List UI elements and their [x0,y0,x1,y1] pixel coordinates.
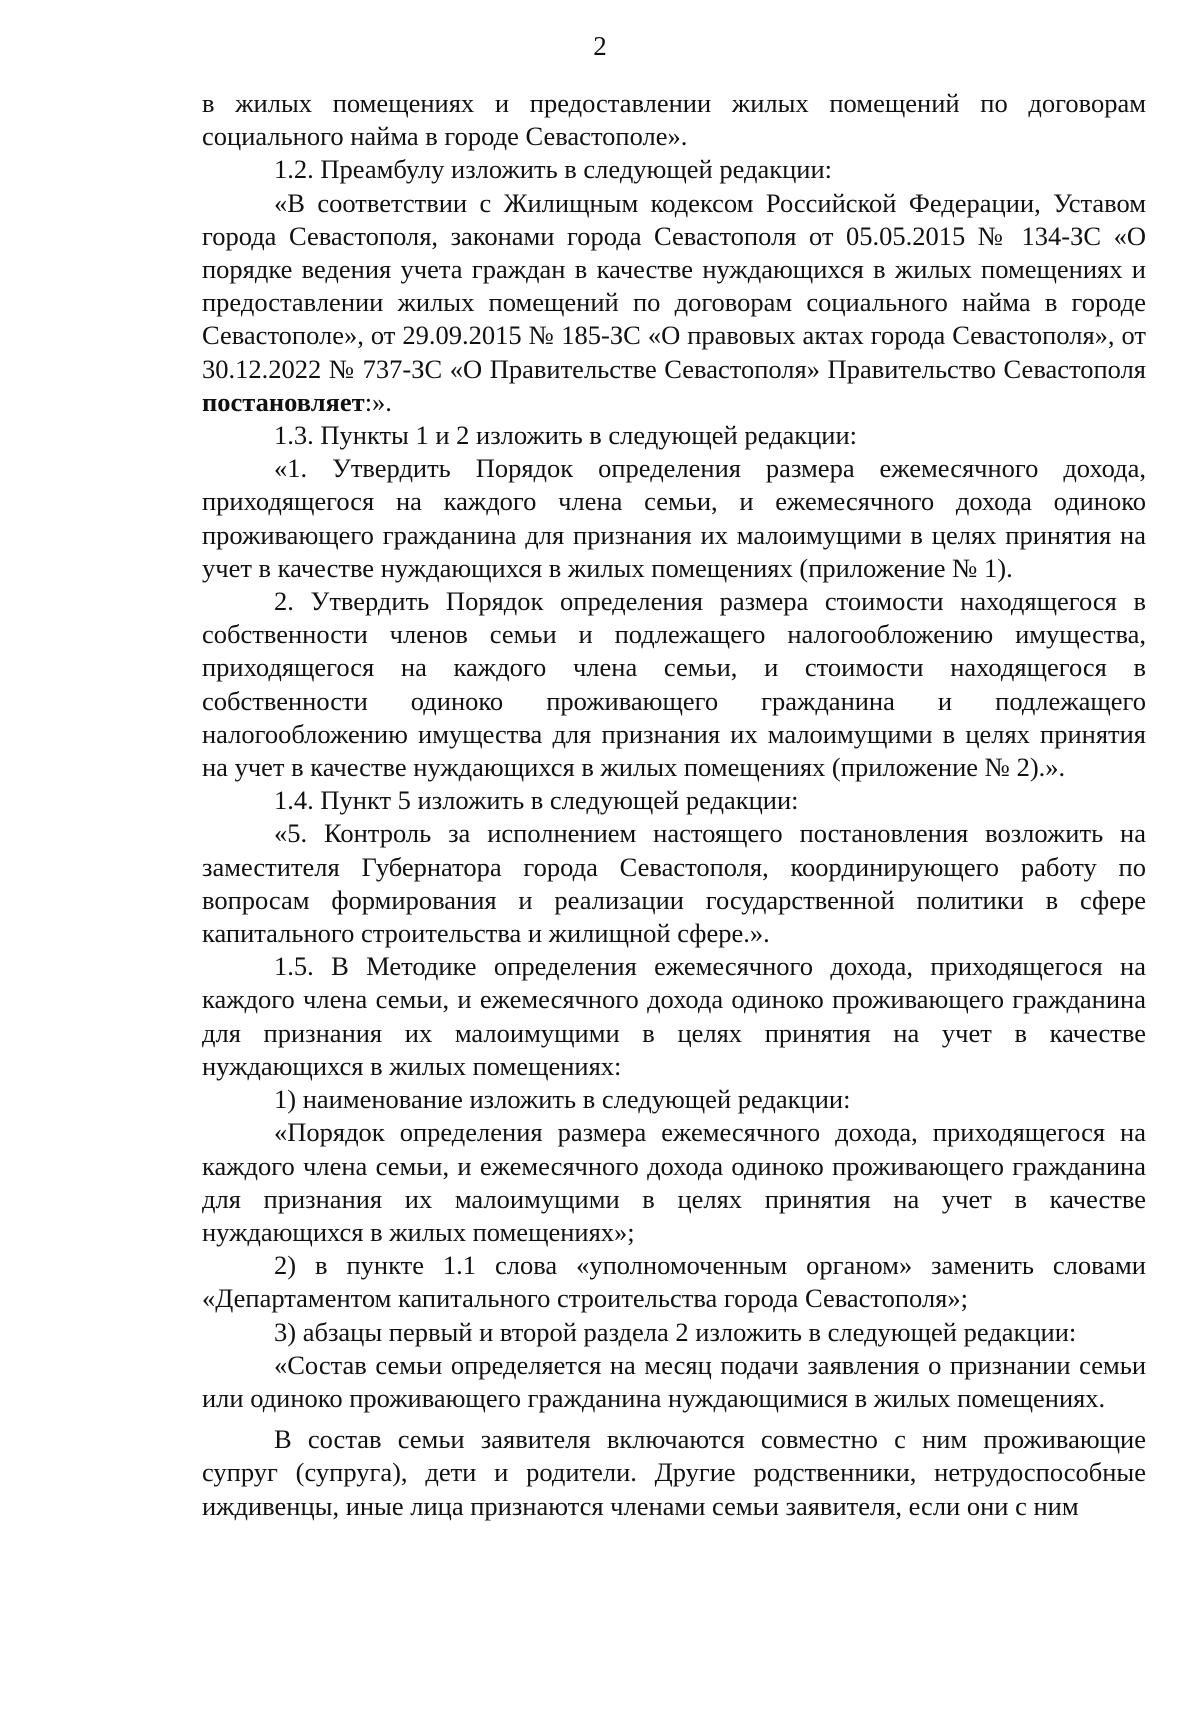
paragraph-subitem-2: 2) в пункте 1.1 слова «уполномоченным органом» заменить словами «Департаментом капитального строительства города Севастополя»; [202,1250,1146,1314]
preamble-text: «В соответствии с Жилищным кодексом Российской Федерации, Уставом города Севастополя, законами города Севастополя от 05.05.2015 № 134-ЗС «О порядке ведения учета граждан в качестве нуждающихся в жилых помещениях и предоставлении жилых помещений по договорам социального найма в городе Севастополе», от 29.09.2015 № 185-ЗС «О правовых актах города Севастополя», от 30.12.2022 № 737-ЗС «О Правительстве Севастополя» Правительство Севастополя [202,187,1146,384]
paragraph-continuation: в жилых помещениях и предоставлении жилых помещений по договорам социального найма в городе Севастополе». [202,88,1146,152]
paragraph-item-1-5: 1.5. В Методике определения ежемесячного дохода, приходящегося на каждого члена семьи, и ежемесячного дохода одиноко проживающего гражданина для признания их малоимущими в целях принятия на учет в качестве нуждающихся в жилых помещениях: [202,951,1146,1081]
paragraph-point-5: «5. Контроль за исполнением настоящего постановления возложить на заместителя Губернатора города Севастополя, координирующего работу по вопросам формирования и реализации государственной политики в сфере капитального строительства и жилищной сфере.». [202,818,1146,949]
document-body [202,87,1146,1523]
paragraph-family-members: В состав семьи заявителя включаются совместно с ним проживающие супруг (супруга), дети и родители. Другие родственники, нетрудоспособные иждивенцы, иные лица признаются членами семьи заявителя, если они с ним [202,1424,1146,1521]
paragraph-family-composition: «Состав семьи определяется на месяц подачи заявления о признании семьи или одиноко проживающего гражданина нуждающимися в жилых помещениях. [202,1349,1146,1413]
paragraph-subitem-1: 1) наименование изложить в следующей редакции: [274,1084,851,1115]
paragraph-item-1-3: 1.3. Пункты 1 и 2 изложить в следующей редакции: [274,420,858,451]
preamble-ending: :». [364,386,392,417]
paragraph-procedure-title: «Порядок определения размера ежемесячного дохода, приходящегося на каждого члена семьи, и ежемесячного дохода одиноко проживающего гражданина для признания их малоимущими в целях принятия на учет в качестве нуждающихся в жилых помещениях»; [202,1117,1146,1247]
preamble-bold-word: постановляет [202,386,365,417]
paragraph-point-1: «1. Утвердить Порядок определения размера ежемесячного дохода, приходящегося на каждого члена семьи, и ежемесячного дохода одиноко проживающего гражданина для признания их малоимущими в целях принятия на учет в качестве нуждающихся в жилых помещениях (приложение № 1). [202,453,1146,583]
page-number: 2 [593,31,607,61]
paragraph-item-1-2: 1.2. Преамбулу изложить в следующей редакции: [274,154,833,185]
paragraph-preamble [202,187,1146,419]
paragraph-item-1-4: 1.4. Пункт 5 изложить в следующей редакции: [274,785,799,816]
paragraph-subitem-3: 3) абзацы первый и второй раздела 2 изложить в следующей редакции: [274,1316,1077,1347]
paragraph-point-2: 2. Утвердить Порядок определения размера стоимости находящегося в собственности членов семьи и подлежащего налогообложению имущества, приходящегося на каждого члена семьи, и стоимости находящегося в собственности одиноко проживающего гражданина и подлежащего налогообложению имущества для признания их малоимущими в целях принятия на учет в качестве нуждающихся в жилых помещениях (приложение № 2).». [202,586,1146,783]
